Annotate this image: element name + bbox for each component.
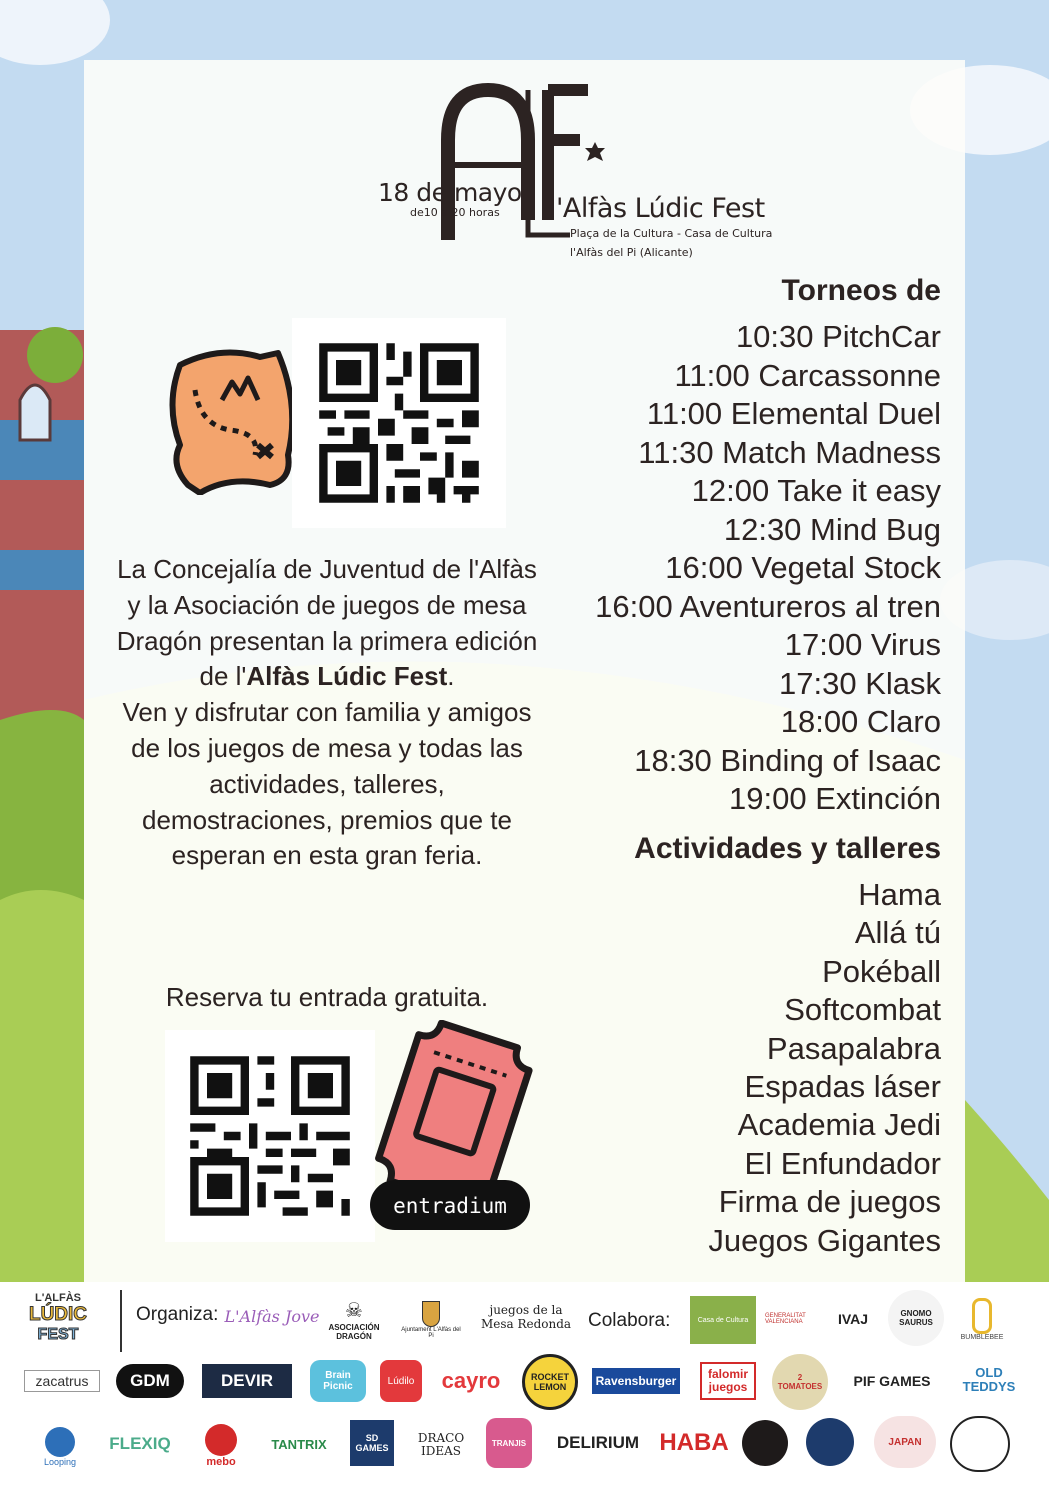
sponsor-logo xyxy=(950,1416,1010,1472)
torneo-item: 16:00 Vegetal Stock xyxy=(665,550,941,585)
mebo-icon xyxy=(205,1424,237,1456)
sponsor-name: DEVIR xyxy=(221,1371,273,1390)
torneo-item: 18:00 Claro xyxy=(780,704,941,739)
sponsor-name: GENERALITAT VALENCIANA xyxy=(765,1313,806,1325)
actividad-item: Academia Jedi xyxy=(737,1107,941,1143)
sponsor-name: TRANJIS xyxy=(491,1438,527,1448)
sponsor-logo xyxy=(552,1430,644,1456)
sponsor-logo xyxy=(522,1354,578,1410)
sponsor-logo xyxy=(472,1296,580,1338)
torneo-item: 11:00 Elemental Duel xyxy=(646,396,941,431)
dragon-icon: ☠ xyxy=(345,1299,363,1322)
sponsor-logo xyxy=(764,1306,820,1332)
description-part-3: Ven y disfrutar con familia y amigos de los juegos de mesa y todas las actividades, talleres, demostraciones, premios que te esperan en esta gran feria. xyxy=(122,697,532,871)
sponsor-logo xyxy=(408,1430,474,1460)
actividad-item: Hama xyxy=(858,877,941,912)
sponsor-logo xyxy=(24,1370,100,1392)
treasure-map-icon xyxy=(160,345,300,495)
sponsor-logo xyxy=(224,1296,320,1336)
actividad-item: Pasapalabra xyxy=(766,1030,941,1066)
torneo-item: 16:00 Aventureros al tren xyxy=(595,588,941,624)
sponsor-logo xyxy=(952,1290,1012,1348)
sponsor-logo xyxy=(262,1430,336,1458)
qr-code-tickets[interactable] xyxy=(165,1030,375,1242)
actividades-list xyxy=(708,876,941,1260)
actividad-item: Pokéball xyxy=(822,953,941,989)
sponsor-name: FLEXIQ xyxy=(109,1434,171,1453)
sponsor-name: Ravensburger xyxy=(595,1374,677,1388)
fest-logo xyxy=(12,1290,104,1346)
sponsor-name: 2 TOMATOES xyxy=(777,1373,823,1391)
sponsor-logo xyxy=(320,1288,388,1350)
sponsor-name: zacatrus xyxy=(35,1373,89,1389)
venue-line-2: l'Alfàs del Pi (Alicante) xyxy=(570,246,693,259)
description-part-1: La Concejalía de Juventud de l'Alfàs y la Asociación de juegos de mesa Dragón presentan la primera edición de l' xyxy=(116,554,538,692)
sponsor-logo xyxy=(772,1354,828,1410)
sponsor-name: DELIRIUM xyxy=(556,1433,640,1452)
bee-icon xyxy=(972,1298,992,1334)
sponsor-logo xyxy=(310,1360,366,1402)
sponsor-name: mebo xyxy=(206,1456,236,1468)
sponsor-logo xyxy=(436,1364,506,1398)
sponsor-logo xyxy=(98,1430,182,1458)
organiza-label: Organiza: xyxy=(136,1304,219,1325)
torneo-item: 18:30 Binding of Isaac xyxy=(634,742,941,778)
sponsor-logo xyxy=(36,1422,84,1472)
sponsor-logo xyxy=(874,1416,936,1468)
qr-code-pattern xyxy=(165,1030,375,1242)
torneo-item: 17:30 Klask xyxy=(779,665,941,701)
sponsor-name: GNOMO SAURUS xyxy=(899,1309,933,1327)
sponsor-name: JAPAN xyxy=(888,1436,922,1448)
fest-logo-line: FEST xyxy=(37,1326,79,1343)
sponsor-logo xyxy=(486,1418,532,1468)
sponsor-name: L'Alfàs Jove xyxy=(224,1306,320,1326)
sponsor-name: Ajuntament L'Alfàs del Pi xyxy=(401,1327,461,1339)
fest-logo-line: L'ALFÀS xyxy=(35,1292,81,1304)
qr-code-info[interactable] xyxy=(292,318,506,528)
torneo-item: 12:30 Mind Bug xyxy=(723,511,941,547)
ticket-brand: entradium xyxy=(393,1194,507,1218)
fest-logo-line: LÚDIC xyxy=(28,1304,88,1325)
sponsor-name: Casa de Cultura xyxy=(697,1316,749,1324)
torneos-title: Torneos de xyxy=(781,274,941,307)
description-text xyxy=(112,552,542,874)
sponsor-logo xyxy=(742,1420,788,1466)
sponsor-logo xyxy=(806,1418,854,1466)
torneo-item: 10:30 PitchCar xyxy=(735,319,941,354)
sponsor-name: BUMBLEBEE xyxy=(960,1333,1004,1341)
sponsor-logo xyxy=(198,1418,244,1474)
description-highlight: Alfàs Lúdic Fest xyxy=(246,661,448,692)
event-date: 18 de mayo xyxy=(378,178,522,207)
sponsor-name: falomir juegos xyxy=(707,1367,748,1394)
actividades-title: Actividades y talleres xyxy=(634,832,941,865)
sponsor-name: Looping xyxy=(43,1457,77,1467)
sponsor-logo xyxy=(842,1368,942,1394)
sponsor-logo xyxy=(202,1364,292,1398)
sponsor-name: DRACO IDEAS xyxy=(417,1431,465,1458)
actividad-item: Softcombat xyxy=(784,992,941,1028)
actividad-item: Espadas láser xyxy=(744,1069,941,1105)
sponsor-name: Lúdilo xyxy=(387,1375,415,1387)
sponsor-logo xyxy=(824,1306,882,1332)
qr-code-pattern xyxy=(292,318,506,528)
sponsor-logo xyxy=(400,1292,462,1348)
torneo-item: 17:00 Virus xyxy=(784,627,941,662)
sponsor-name: GDM xyxy=(130,1371,170,1390)
sponsor-logo xyxy=(888,1290,944,1346)
venue-line-1: Plaça de la Cultura - Casa de Cultura xyxy=(570,227,773,240)
torneo-item: 11:30 Match Madness xyxy=(638,434,941,470)
reserve-text: Reserva tu entrada gratuita. xyxy=(165,982,489,1012)
sponsor-name: SD GAMES xyxy=(355,1433,389,1453)
sponsor-name: cayro xyxy=(441,1368,501,1393)
sponsor-logo xyxy=(658,1428,730,1458)
sponsor-name: PIF GAMES xyxy=(853,1373,931,1389)
torneo-item: 11:00 Carcassonne xyxy=(674,357,941,393)
actividad-item: El Enfundador xyxy=(744,1145,941,1181)
actividad-item: Allá tú xyxy=(854,915,941,951)
torneo-item: 19:00 Extinción xyxy=(729,781,941,816)
sponsor-logo xyxy=(116,1364,184,1398)
sponsor-name: HABA xyxy=(659,1429,729,1456)
sponsor-logo xyxy=(690,1296,756,1344)
sponsor-logo xyxy=(350,1420,394,1466)
sponsor-name: ASOCIACIÓN DRAGÓN xyxy=(328,1322,380,1341)
torneos-list xyxy=(595,318,941,819)
sponsor-name: OLD TEDDYS xyxy=(962,1365,1016,1394)
sponsor-name: TANTRIX xyxy=(271,1436,327,1452)
sponsor-name: Brain Picnic xyxy=(323,1370,353,1392)
actividad-item: Firma de juegos xyxy=(718,1184,941,1220)
sponsor-logo xyxy=(700,1362,756,1400)
event-hours: de10 a 20 horas xyxy=(410,206,500,219)
sponsor-name: juegos de la Mesa Redonda xyxy=(480,1303,572,1331)
torneo-item: 12:00 Take it easy xyxy=(691,473,941,508)
actividad-item: Juegos Gigantes xyxy=(708,1222,941,1258)
sponsor-name: ROCKET LEMON xyxy=(531,1372,569,1392)
sponsor-logo xyxy=(956,1358,1022,1402)
sponsor-logo xyxy=(592,1368,680,1394)
globe-icon xyxy=(45,1427,75,1457)
ticket-icon xyxy=(365,1020,535,1240)
fest-name: l'Alfàs Lúdic Fest xyxy=(549,193,765,224)
coat-of-arms-icon xyxy=(422,1301,440,1327)
description-part-2: . xyxy=(447,661,455,692)
divider xyxy=(120,1290,122,1352)
sponsor-name: IVAJ xyxy=(837,1311,869,1327)
colabora-label: Colabora: xyxy=(588,1310,671,1331)
sponsor-logo xyxy=(380,1360,422,1402)
